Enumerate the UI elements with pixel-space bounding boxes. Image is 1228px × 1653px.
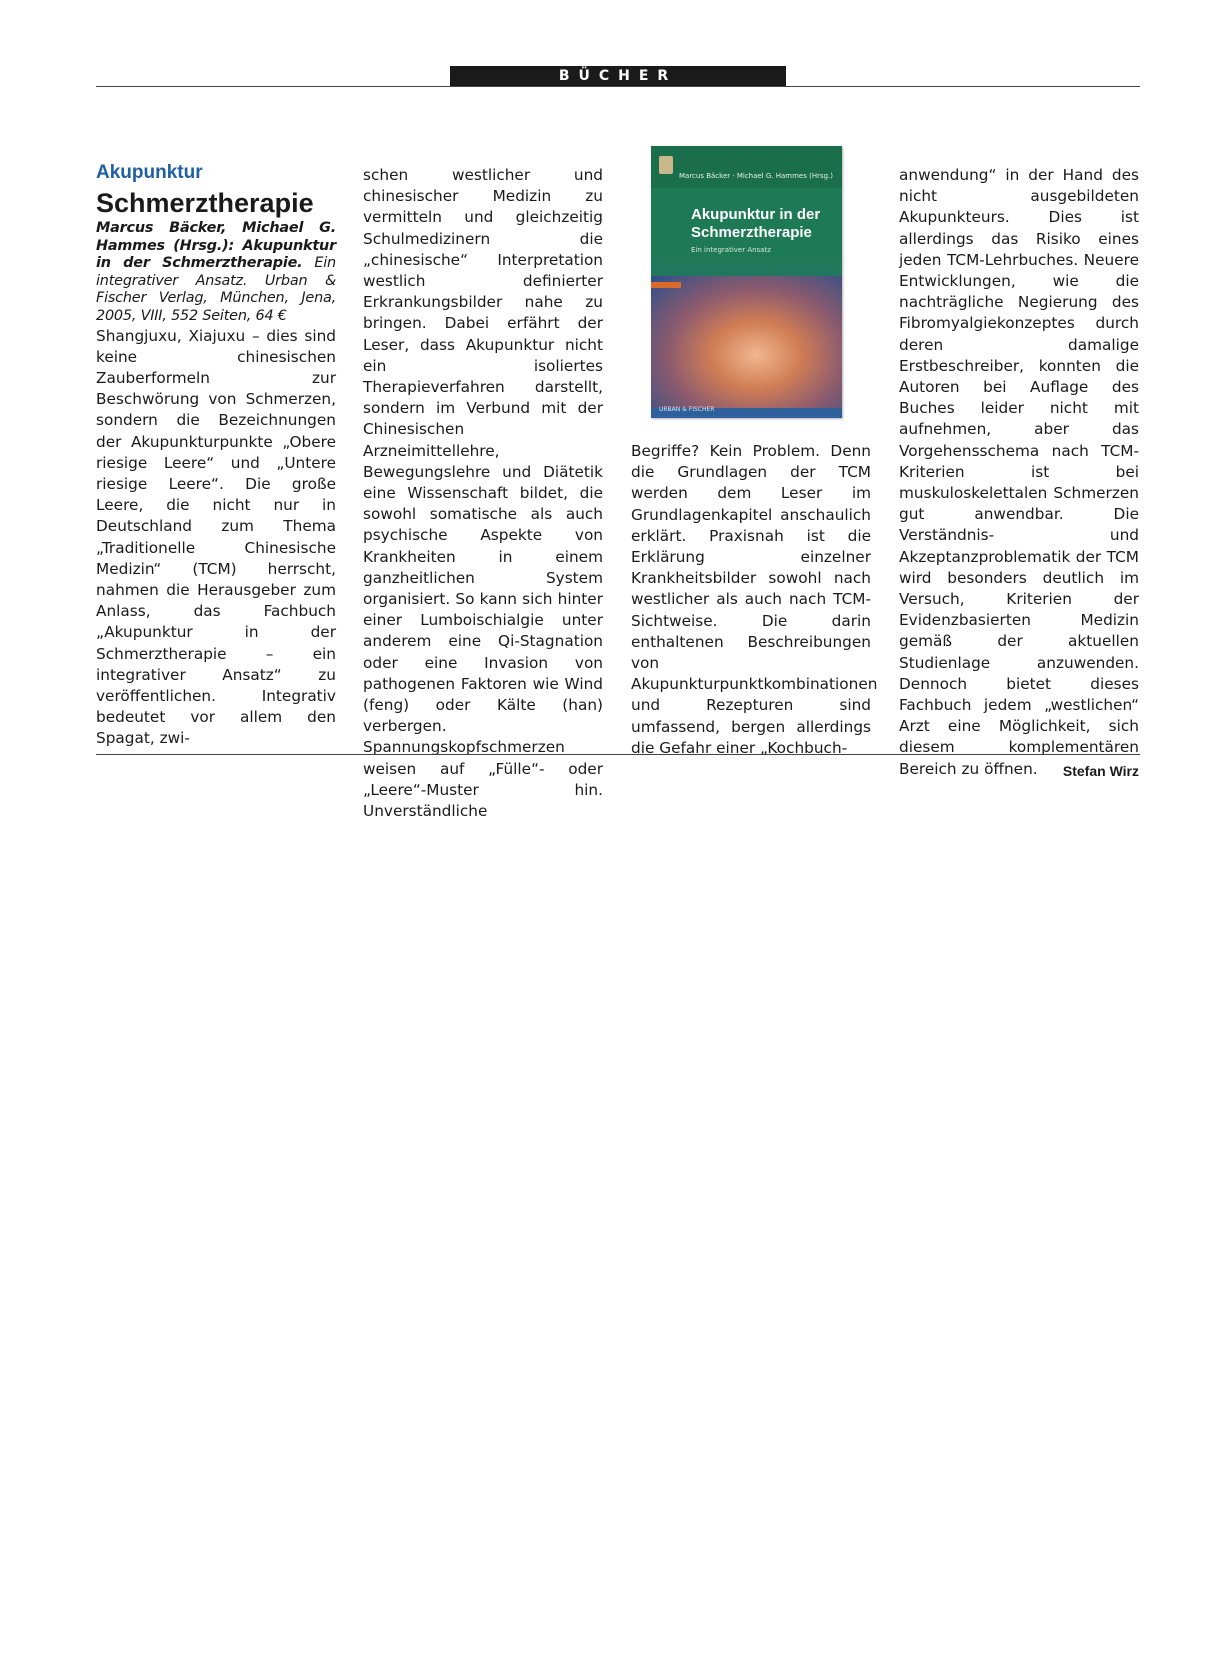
column-3 xyxy=(631,441,878,759)
kicker: Akupunktur xyxy=(96,162,203,183)
body-text-3: Begriffe? Kein Problem. Denn die Grundlagen der TCM werden dem Leser im Grundlagenkapitel anschaulich erklärt. Praxisnah ist die Erklärung einzelner Krankheitsbilder sowohl nach westlicher als auch nach TCM-Sichtweise. Die darin enthaltenen Beschreibungen von Akupunkturpunktkombinationen und Rezepturen sind umfassend, bergen allerdings die Gefahr einer „Kochbuch- xyxy=(631,442,878,757)
cover-photo xyxy=(651,276,842,408)
book-cover xyxy=(651,146,842,418)
bibliographic-info xyxy=(96,220,336,326)
cover-publisher: URBAN & FISCHER xyxy=(659,406,715,413)
body-text-2: schen westlicher und chinesischer Medizin zu vermitteln und gleichzeitig Schulmedizinern die „chinesische“ Interpretation westlich definierter Erkrankungsbilder nahe zu bringen. Dabei erfährt der Leser, dass Akupunktur nicht ein isoliertes Therapieverfahren darstellt, sondern im Verbund mit der Chinesischen Arzneimittellehre, Bewegungslehre und Diätetik eine Wissenschaft bildet, die sowohl somatische als auch psychische Aspekte von Krankheiten in einem ganzheitlichen System organisiert. So kann sich hinter einer Lumboischialgie unter anderem eine Qi-Stagnation oder eine Invasion von pathogenen Faktoren wie Wind (feng) oder Kälte (han) verbergen. Spannungskopfschmerzen weisen auf „Fülle“- oder „Leere“-Muster hin. Unverständliche xyxy=(363,166,603,821)
section-label: BÜCHER xyxy=(450,66,786,86)
cover-top-strip xyxy=(651,146,842,188)
cover-title xyxy=(691,206,820,242)
cover-title-line1: Akupunktur in der xyxy=(691,206,821,223)
top-rule xyxy=(96,86,1140,87)
column-4 xyxy=(899,165,1139,782)
headline: Schmerztherapie xyxy=(96,188,314,218)
body-text-4 xyxy=(899,165,1139,780)
publisher-logo-icon xyxy=(659,156,673,174)
cover-title-line2: Schmerztherapie xyxy=(691,224,812,241)
cover-authors: Marcus Bäcker · Michael G. Hammes (Hrsg.) xyxy=(679,172,834,180)
bottom-rule xyxy=(96,754,1140,755)
column-2 xyxy=(363,165,603,822)
body-text-1: Shangjuxu, Xiajuxu – dies sind keine chinesischen Zauberformeln zur Beschwörung von Schmerzen, sondern die Bezeichnungen der Akupunkturpunkte „Obere riesige Leere“ und „Untere riesige Leere“. Die große Leere, die nicht nur in Deutschland zum Thema „Traditionelle Chinesische Medizin“ (TCM) herrscht, nahmen die Herausgeber zum Anlass, das Fachbuch „Akupunktur in der Schmerztherapie – ein integrativer Ansatz“ zu veröffentlichen. Integrativ bedeutet vor allem den Spagat, zwi- xyxy=(96,326,336,748)
body-text-4-content: anwendung“ in der Hand des nicht ausgebildeten Akupunkteurs. Dies ist allerdings das Risiko eines jeden TCM-Lehrbuches. Neuere Entwicklungen, wie die nachträgliche Negierung des Fibromyalgiekonzeptes durch deren damalige Erstbeschreiber, konnten die Autoren bei Auflage des Buches leider nicht mit aufnehmen, aber das Vorgehensschema nach TCM-Kriterien ist bei muskuloskelettalen Schmerzen gut anwendbar. Die Verständnis- und Akzeptanzproblematik der TCM wird besonders deutlich im Versuch, Kriterien der Evidenzbasierten Medizin gemäß der aktuellen Studienlage anzuwenden. Dennoch bietet dieses Fachbuch jedem „westlichen“ Arzt eine Möglichkeit, sich diesem komplementären Bereich zu öffnen. xyxy=(899,166,1139,778)
cover-subtitle: Ein integrativer Ansatz xyxy=(691,246,771,254)
biblio-title: Marcus Bäcker, Michael G. Hammes (Hrsg.): Akupunktur in der Schmerztherapie. xyxy=(96,220,336,272)
biblio-details: Ein integrativer Ansatz. Urban & Fischer Verlag, München, Jena, 2005, VIII, 552 Seiten, 64 € xyxy=(96,255,336,324)
column-1 xyxy=(96,160,336,750)
author-signature: Stefan Wirz xyxy=(1062,762,1139,779)
cover-orange-tab xyxy=(651,282,681,288)
